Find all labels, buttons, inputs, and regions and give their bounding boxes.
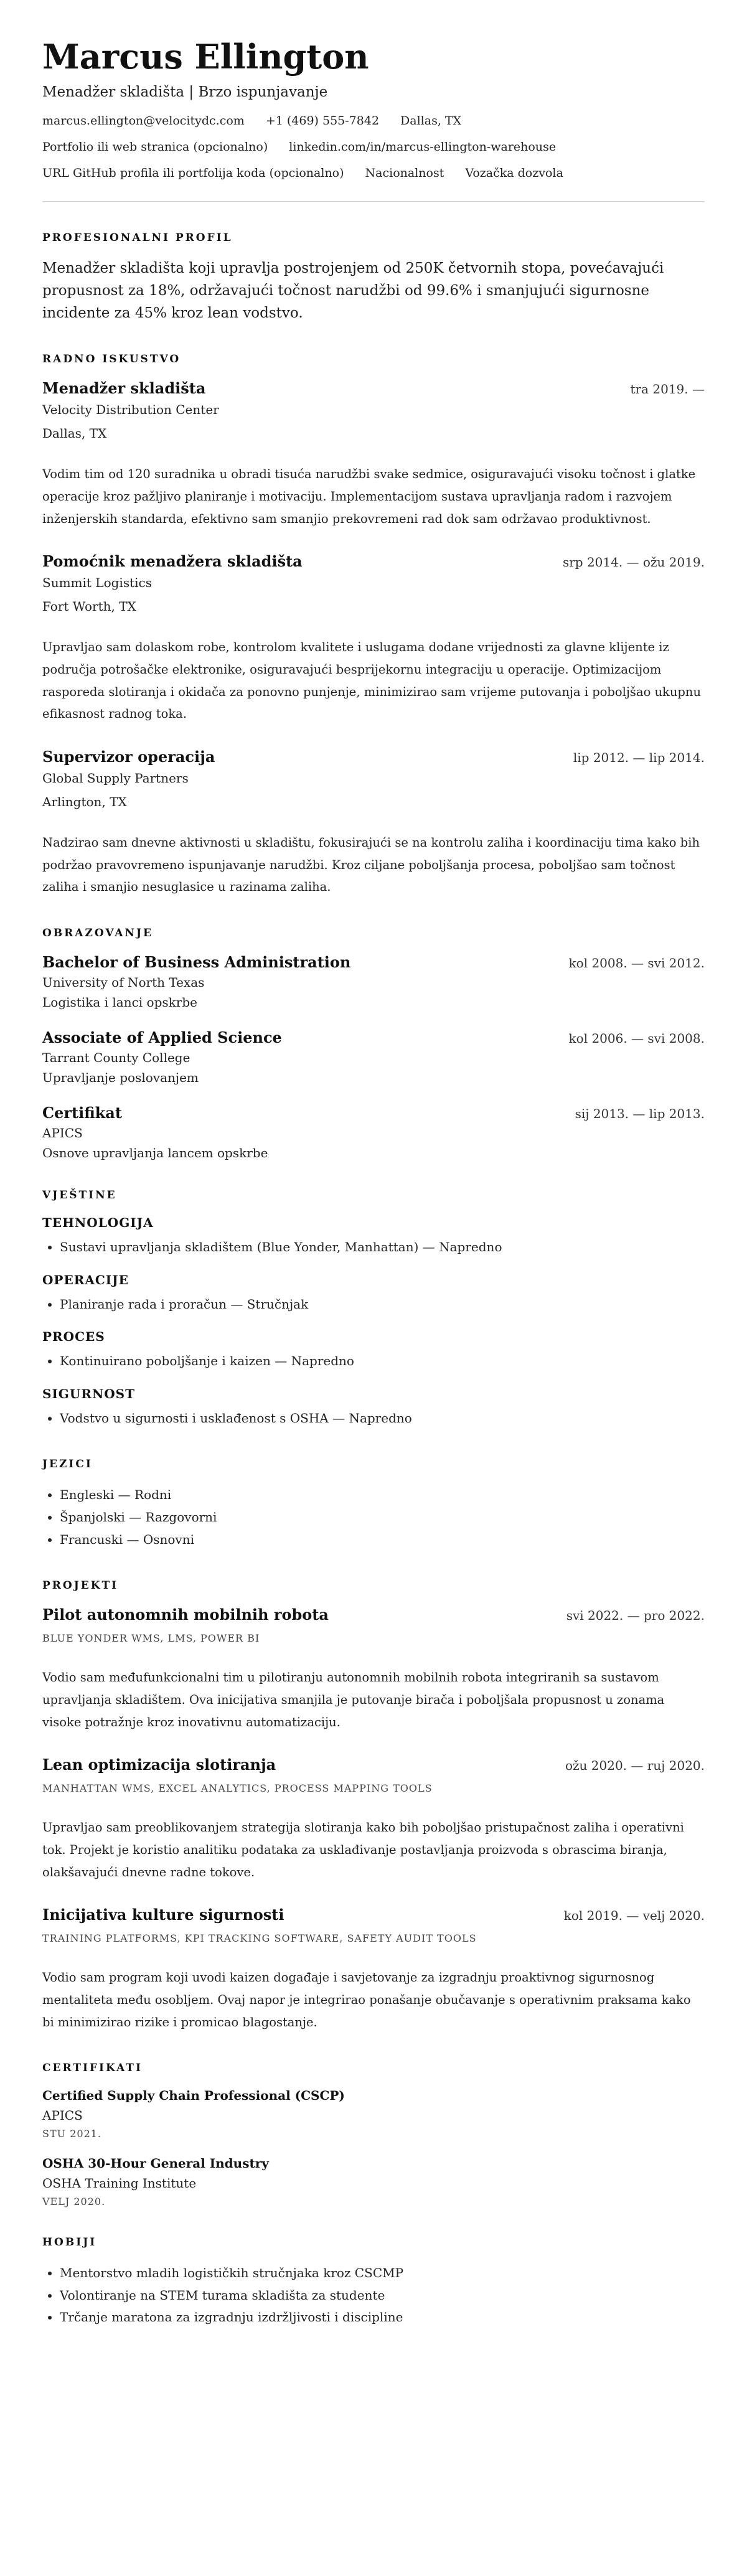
project-entry bbox=[42, 1605, 705, 1733]
experience-entry bbox=[42, 748, 705, 898]
job-title: Menadžer skladišta bbox=[42, 379, 206, 398]
experience-section bbox=[42, 353, 705, 898]
skill-group bbox=[42, 1272, 705, 1316]
company-name: Global Supply Partners bbox=[42, 771, 189, 786]
job-description: Upravljao sam dolaskom robe, kontrolom kvalitete i uslugama dodane vrijednosti za glavne klijente iz područja potrošačke elektronike, osiguravajući besprijekornu integraciju u operacije. Optimizacijom rasporeda slotiranja i okidača za ponovno punjenje, minimizirao sam vrijeme putovanja i poboljšao ukupnu efikasnost radnog toka. bbox=[42, 640, 702, 722]
section-title: CERTIFIKATI bbox=[42, 2062, 143, 2075]
section-title: JEZICI bbox=[42, 1458, 93, 1471]
section-title: PROJEKTI bbox=[42, 1579, 119, 1592]
company-name: Velocity Distribution Center bbox=[42, 402, 219, 418]
skill-group bbox=[42, 1329, 705, 1373]
project-name: Pilot autonomnih mobilnih robota bbox=[42, 1605, 329, 1624]
skill-group bbox=[42, 1215, 705, 1259]
field-of-study: Osnove upravljanja lancem opskrbe bbox=[42, 1145, 268, 1161]
linkedin-link[interactable]: linkedin.com/in/marcus-ellington-warehouse bbox=[289, 140, 557, 154]
skill-item: • Kontinuirano poboljšanje i kaizen — Napredno bbox=[60, 1350, 705, 1373]
profile-summary: Menadžer skladišta koji upravlja postrojenjem od 250K četvornih stopa, povećavajući propusnost za 18%, održavajući točnost narudžbi od 99.6% i smanjujući sigurnosne incidente za 45% kroz lean vodstvo. bbox=[42, 260, 664, 321]
section-title: OBRAZOVANJE bbox=[42, 927, 154, 940]
experience-entry bbox=[42, 552, 705, 725]
project-tech: TRAINING PLATFORMS, KPI TRACKING SOFTWARE, SAFETY AUDIT TOOLS bbox=[42, 1932, 477, 1945]
project-dates: ožu 2020. — ruj 2020. bbox=[565, 1758, 705, 1774]
project-dates: svi 2022. — pro 2022. bbox=[566, 1608, 705, 1624]
candidate-subtitle: Menadžer skladišta | Brzo ispunjavanje bbox=[42, 84, 328, 101]
job-title: Supervizor operacija bbox=[42, 748, 215, 766]
education-entry bbox=[42, 953, 705, 1010]
skills-section bbox=[42, 1189, 705, 1429]
job-dates: tra 2019. — bbox=[630, 382, 705, 397]
education-dates: kol 2006. — svi 2008. bbox=[568, 1031, 705, 1046]
experience-entry bbox=[42, 379, 705, 530]
section-title: HOBIJI bbox=[42, 2236, 97, 2249]
skill-group bbox=[42, 1386, 705, 1430]
languages-section bbox=[42, 1458, 705, 1551]
project-dates: kol 2019. — velj 2020. bbox=[563, 1908, 705, 1924]
header-divider bbox=[42, 201, 705, 202]
school-name: APICS bbox=[42, 1126, 83, 1141]
hobby-item: • Mentorstvo mladih logističkih stručnjaka kroz CSCMP bbox=[60, 2262, 705, 2285]
hobby-item: • Trčanje maratona za izgradnju izdržljivosti i discipline bbox=[60, 2306, 705, 2329]
project-description: Upravljao sam preoblikovanjem strategija slotiranja kako bih poboljšao pristupačnost zaliha i operativni tok. Projekt je koristio analitiku podataka za usklađivanje postavljanja proizvoda s obrascima biranja, olakšavajući dnevne radne tokove. bbox=[42, 1820, 684, 1879]
job-location: Arlington, TX bbox=[42, 794, 127, 810]
contact-row bbox=[42, 166, 705, 180]
language-list bbox=[42, 1484, 705, 1551]
certificate-issuer: OSHA Training Institute bbox=[42, 2176, 197, 2191]
language-item: • Engleski — Rodni bbox=[60, 1484, 705, 1507]
education-dates: sij 2013. — lip 2013. bbox=[575, 1106, 705, 1122]
contact-row bbox=[42, 114, 705, 128]
candidate-name: Marcus Ellington bbox=[42, 37, 369, 77]
job-description: Nadzirao sam dnevne aktivnosti u skladištu, fokusirajući se na kontrolu zaliha i koordinaciju tima kako bih podržao pravovremeno ispunjavanje narudžbi. Kroz ciljane poboljšanja procesa, poboljšao sam točnost zaliha i smanjio nesuglasice u razinama zaliha. bbox=[42, 835, 700, 895]
education-section bbox=[42, 927, 705, 1160]
skill-item: • Vodstvo u sigurnosti i usklađenost s OSHA — Napredno bbox=[60, 1408, 705, 1430]
projects-section bbox=[42, 1579, 705, 2033]
degree-title: Associate of Applied Science bbox=[42, 1028, 282, 1047]
section-title: VJEŠTINE bbox=[42, 1189, 117, 1202]
field-of-study: Upravljanje poslovanjem bbox=[42, 1070, 199, 1086]
project-name: Lean optimizacija slotiranja bbox=[42, 1756, 276, 1774]
project-description: Vodio sam međufunkcionalni tim u pilotiranju autonomnih mobilnih robota integriranih sa sustavom upravljanja skladištem. Ova inicijativa smanjila je putovanje birača i poboljšala propusnost u zonama visoke potražnje kroz inovativnu automatizaciju. bbox=[42, 1670, 665, 1729]
contact-row bbox=[42, 140, 705, 154]
phone-number: +1 (469) 555-7842 bbox=[265, 114, 380, 128]
job-dates: lip 2012. — lip 2014. bbox=[573, 750, 705, 766]
certificate-date: STU 2021. bbox=[42, 2128, 102, 2140]
resume-header bbox=[42, 39, 705, 180]
skill-category: SIGURNOST bbox=[42, 1386, 135, 1401]
certificates-section bbox=[42, 2062, 705, 2207]
job-location: Dallas, TX bbox=[42, 426, 107, 441]
skill-category: OPERACIJE bbox=[42, 1272, 129, 1287]
certificate-issuer: APICS bbox=[42, 2108, 83, 2123]
language-item: • Francuski — Osnovni bbox=[60, 1529, 705, 1551]
hobby-list bbox=[42, 2262, 705, 2329]
certificate-date: VELJ 2020. bbox=[42, 2196, 106, 2208]
job-dates: srp 2014. — ožu 2019. bbox=[562, 555, 705, 570]
certificate-entry bbox=[42, 2156, 705, 2207]
project-name: Inicijativa kulture sigurnosti bbox=[42, 1906, 284, 1924]
github-link[interactable]: URL GitHub profila ili portfolija koda (opcionalno) bbox=[42, 166, 344, 181]
profile-section bbox=[42, 232, 705, 324]
nationality: Nacionalnost bbox=[365, 166, 444, 181]
project-entry bbox=[42, 1906, 705, 2033]
degree-title: Bachelor of Business Administration bbox=[42, 953, 351, 972]
education-entry bbox=[42, 1104, 705, 1160]
school-name: Tarrant County College bbox=[42, 1050, 190, 1066]
location: Dallas, TX bbox=[400, 114, 462, 128]
skill-category: PROCES bbox=[42, 1329, 105, 1345]
school-name: University of North Texas bbox=[42, 975, 205, 990]
company-name: Summit Logistics bbox=[42, 575, 152, 591]
hobbies-section bbox=[42, 2236, 705, 2329]
job-description: Vodim tim od 120 suradnika u obradi tisuća narudžbi svake sedmice, osiguravajući visoku točnost i glatke operacije kroz pažljivo planiranje i motivaciju. Implementacijom sustava upravljanja radom i razvojem inženjerskih standarda, efektivno sam smanjio prekovremeni rad dok sam održavao produktivnost. bbox=[42, 467, 696, 526]
certificate-entry bbox=[42, 2088, 705, 2140]
certificate-name: OSHA 30-Hour General Industry bbox=[42, 2156, 269, 2171]
language-item: • Španjolski — Razgovorni bbox=[60, 1507, 705, 1529]
drivers-license: Vozačka dozvola bbox=[465, 166, 563, 181]
certificate-name: Certified Supply Chain Professional (CSCP) bbox=[42, 2088, 345, 2104]
portfolio-link[interactable]: Portfolio ili web stranica (opcionalno) bbox=[42, 140, 268, 154]
job-location: Fort Worth, TX bbox=[42, 599, 136, 614]
section-title: PROFESIONALNI PROFIL bbox=[42, 232, 233, 245]
project-description: Vodio sam program koji uvodi kaizen događaje i savjetovanje za izgradnju proaktivnog sigurnosnog mentaliteta među osobljem. Ovaj napor je integrirao ponašanje obučavanje s operativnim praksama kako bi minimizirao rizike i promicao blagostanje. bbox=[42, 1970, 691, 2029]
project-tech: MANHATTAN WMS, EXCEL ANALYTICS, PROCESS MAPPING TOOLS bbox=[42, 1782, 433, 1795]
field-of-study: Logistika i lanci opskrbe bbox=[42, 995, 197, 1010]
skill-item: • Planiranje rada i proračun — Stručnjak bbox=[60, 1294, 705, 1316]
skill-category: TEHNOLOGIJA bbox=[42, 1215, 154, 1231]
skill-item: • Sustavi upravljanja skladištem (Blue Yonder, Manhattan) — Napredno bbox=[60, 1236, 705, 1259]
project-entry bbox=[42, 1756, 705, 1883]
email-link[interactable]: marcus.ellington@velocitydc.com bbox=[42, 114, 245, 128]
hobby-item: • Volontiranje na STEM turama skladišta za studente bbox=[60, 2285, 705, 2307]
section-title: RADNO ISKUSTVO bbox=[42, 353, 181, 366]
education-dates: kol 2008. — svi 2012. bbox=[568, 956, 705, 971]
job-title: Pomoćnik menadžera skladišta bbox=[42, 552, 303, 571]
project-tech: BLUE YONDER WMS, LMS, POWER BI bbox=[42, 1632, 260, 1645]
education-entry bbox=[42, 1028, 705, 1085]
degree-title: Certifikat bbox=[42, 1104, 122, 1122]
